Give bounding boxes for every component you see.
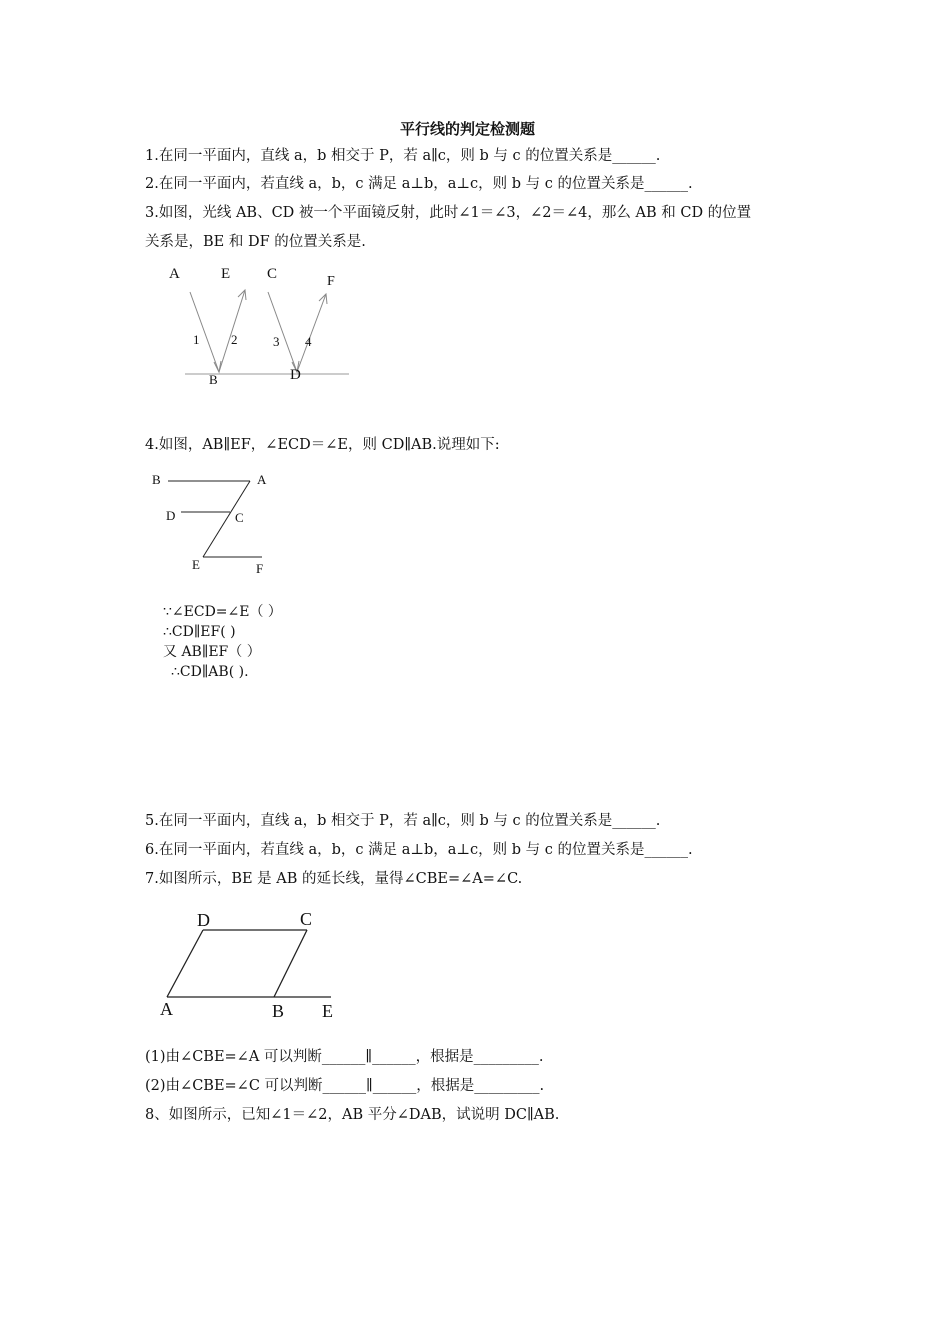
question-7-part-1: (1)由∠CBE=∠A 可以判断______∥______，根据是_________. (145, 1049, 544, 1065)
label-e: E (221, 266, 231, 282)
label-a: A (160, 999, 173, 1019)
question-6: 6.在同一平面内，若直线 a，b，c 满足 a⊥b，a⊥c，则 b 与 c 的位置关系是______. (145, 842, 693, 858)
label-b: B (152, 472, 161, 487)
label-a: A (169, 266, 180, 282)
label-c: C (235, 510, 244, 525)
question-7: 7.如图所示，BE 是 AB 的延长线，量得∠CBE=∠A=∠C. (145, 871, 523, 887)
question-1: 1.在同一平面内，直线 a，b 相交于 P，若 a∥c，则 b 与 c 的位置关系是______. (145, 148, 661, 164)
question-2: 2.在同一平面内，若直线 a，b，c 满足 a⊥b，a⊥c，则 b 与 c 的位置关系是______. (145, 176, 693, 192)
label-f: F (327, 274, 335, 289)
label-d: D (197, 910, 210, 930)
segment-da (167, 930, 203, 997)
question-7-part-2: (2)由∠CBE=∠C 可以判断______∥______，根据是_________. (145, 1078, 545, 1094)
proof-line-1: ∵∠ECD=∠E（ ） (163, 604, 282, 620)
label-c: C (267, 266, 278, 282)
label-angle-1: 1 (193, 332, 200, 347)
label-a: A (257, 472, 267, 487)
label-f: F (256, 561, 264, 576)
page-title: 平行线的判定检测题 (400, 120, 536, 138)
label-angle-4: 4 (305, 334, 312, 349)
question-4: 4.如图，AB∥EF，∠ECD＝∠E，则 CD∥AB.说理如下: (145, 437, 500, 453)
segment-cb (274, 930, 307, 997)
question-3-line-2: 关系是，BE 和 DF 的位置关系是. (145, 234, 366, 250)
label-d: D (166, 508, 176, 523)
proof-line-2: ∴CD∥EF( ) (163, 624, 236, 640)
question-8: 8、如图所示，已知∠1＝∠2，AB 平分∠DAB，试说明 DC∥AB. (145, 1107, 560, 1123)
question-5: 5.在同一平面内，直线 a，b 相交于 P，若 a∥c，则 b 与 c 的位置关系是______. (145, 813, 661, 829)
label-e: E (322, 1001, 333, 1021)
proof-line-3: 又 AB∥EF（ ） (163, 644, 261, 660)
question-3-line-1: 3.如图，光线 AB、CD 被一个平面镜反射，此时∠1＝∠3，∠2＝∠4，那么 AB 和 CD 的位置 (145, 205, 752, 221)
label-angle-3: 3 (273, 334, 280, 349)
label-b: B (209, 372, 218, 387)
label-d: D (290, 367, 301, 383)
proof-line-4: ∴CD∥AB( ). (171, 664, 249, 680)
label-c: C (300, 909, 313, 929)
label-e: E (192, 557, 200, 572)
label-b: B (272, 1001, 285, 1021)
label-angle-2: 2 (231, 332, 238, 347)
